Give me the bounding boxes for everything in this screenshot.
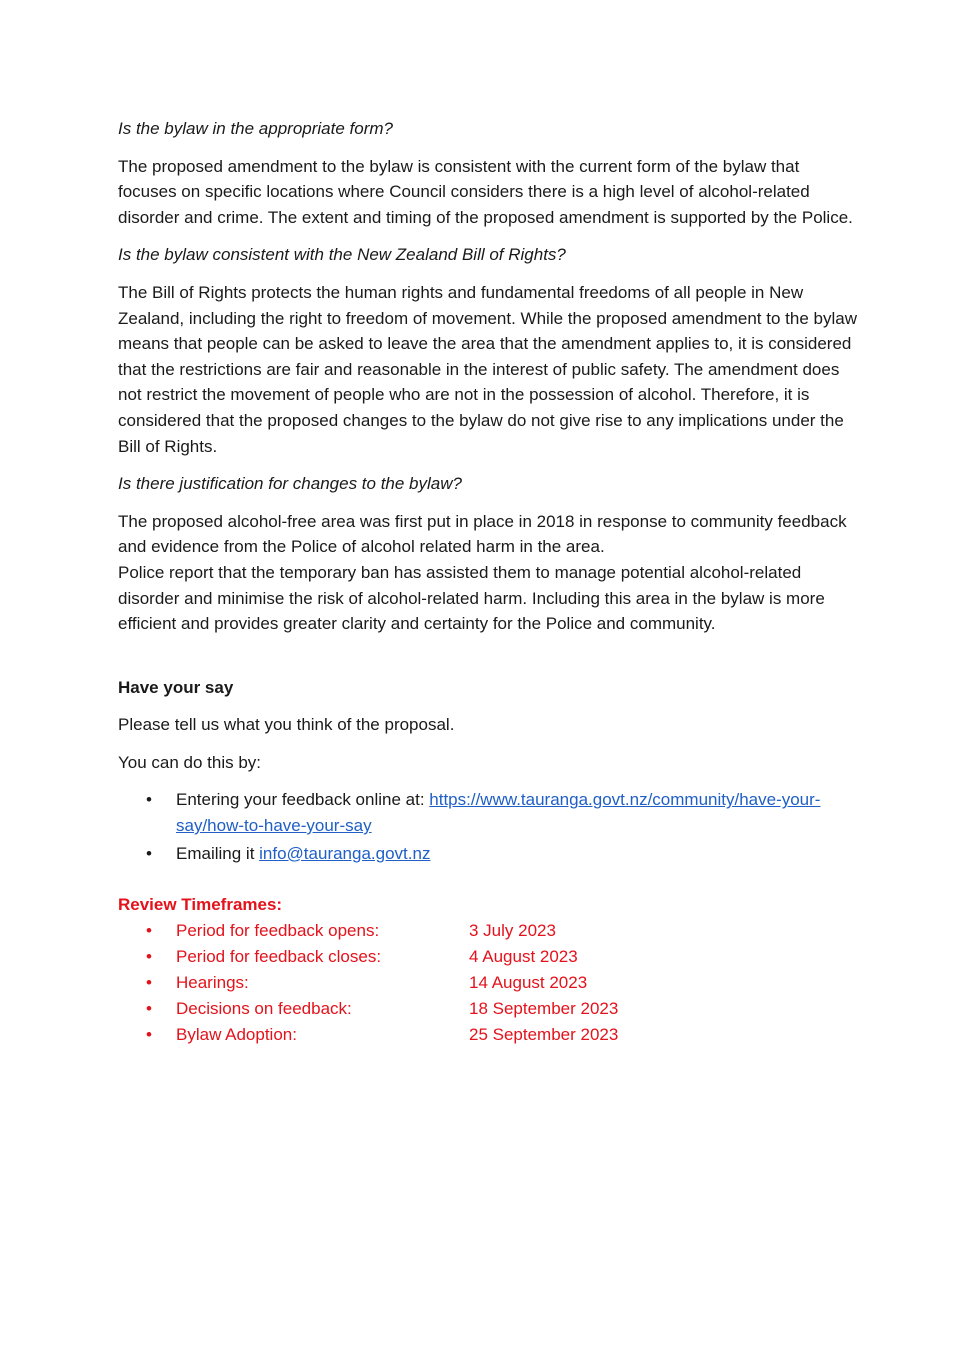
document-page bbox=[118, 116, 858, 1048]
bullet-icon: • bbox=[146, 972, 152, 992]
answer-bill-of-rights: The Bill of Rights protects the human rights and fundamental freedoms of all people in New Zealand, including the right to freedom of movement. While the proposed amendment to the bylaw means that people can be asked to leave the area that the amendment applies to, it is considered that the restrictions are fair and reasonable in the interest of public safety. The amendment does not restrict the movement of people who are not in the possession of alcohol. Therefore, it is considered that the proposed changes to the bylaw do not give rise to any implications under the Bill of Rights. bbox=[118, 282, 857, 456]
feedback-method-online bbox=[118, 787, 858, 838]
have-your-say-intro: Please tell us what you think of the proposal. bbox=[118, 715, 455, 735]
timeframe-label: Hearings: bbox=[176, 972, 249, 992]
timeframe-item bbox=[118, 1022, 858, 1048]
timeframe-label: Decisions on feedback: bbox=[176, 998, 352, 1018]
timeframe-label: Period for feedback opens: bbox=[176, 920, 380, 940]
feedback-methods-list bbox=[118, 787, 858, 866]
timeframe-date: 14 August 2023 bbox=[469, 972, 588, 992]
timeframe-label: Bylaw Adoption: bbox=[176, 1024, 297, 1044]
email-link[interactable]: info@tauranga.govt.nz bbox=[259, 843, 431, 863]
timeframe-label: Period for feedback closes: bbox=[176, 946, 382, 966]
answer-appropriate-form: The proposed amendment to the bylaw is consistent with the current form of the bylaw that focuses on specific locations where Council considers there is a high level of alcohol-related disorder and crime. The extent and timing of the proposed amendment is supported by the Police. bbox=[118, 156, 853, 227]
bullet-icon: • bbox=[146, 790, 152, 810]
bullet-icon: • bbox=[146, 920, 152, 940]
question-justification: Is there justification for changes to the bylaw? bbox=[118, 474, 462, 494]
online-prefix: Entering your feedback online at: bbox=[176, 790, 430, 810]
timeframe-date: 18 September 2023 bbox=[469, 998, 619, 1018]
review-timeframes-heading: Review Timeframes: bbox=[118, 895, 283, 915]
have-your-say-heading: Have your say bbox=[118, 677, 234, 697]
timeframe-date: 25 September 2023 bbox=[469, 1024, 619, 1044]
bullet-icon: • bbox=[146, 843, 152, 863]
section-spacer bbox=[118, 637, 858, 675]
review-timeframes-list bbox=[118, 918, 858, 1048]
timeframe-item bbox=[118, 918, 858, 944]
email-prefix: Emailing it bbox=[176, 843, 260, 863]
bullet-icon: • bbox=[146, 1024, 152, 1044]
bullet-icon: • bbox=[146, 998, 152, 1018]
bullet-icon: • bbox=[146, 946, 152, 966]
have-your-say-methods-intro: You can do this by: bbox=[118, 752, 262, 772]
question-bill-of-rights: Is the bylaw consistent with the New Zealand Bill of Rights? bbox=[118, 245, 566, 265]
timeframe-item bbox=[118, 944, 858, 970]
question-appropriate-form: Is the bylaw in the appropriate form? bbox=[118, 119, 393, 138]
answer-justification bbox=[118, 509, 858, 637]
answer-justification-line2: Police report that the temporary ban has assisted them to manage potential alcohol-related disorder and minimise the risk of alcohol-related harm. Including this area in the bylaw is more efficient and provides greater clarity and certainty for the Police and community. bbox=[118, 562, 825, 634]
timeframe-item bbox=[118, 996, 858, 1022]
feedback-method-email bbox=[118, 841, 858, 867]
timeframe-date: 3 July 2023 bbox=[469, 920, 556, 940]
timeframe-date: 4 August 2023 bbox=[469, 946, 578, 966]
timeframe-item bbox=[118, 970, 858, 996]
online-feedback-link[interactable]: https://www.tauranga.govt.nz/community/have-your-say/how-to-have-your-say bbox=[176, 790, 821, 836]
answer-justification-line1: The proposed alcohol-free area was first put in place in 2018 in response to community feedback and evidence from the Police of alcohol related harm in the area. bbox=[118, 511, 847, 557]
